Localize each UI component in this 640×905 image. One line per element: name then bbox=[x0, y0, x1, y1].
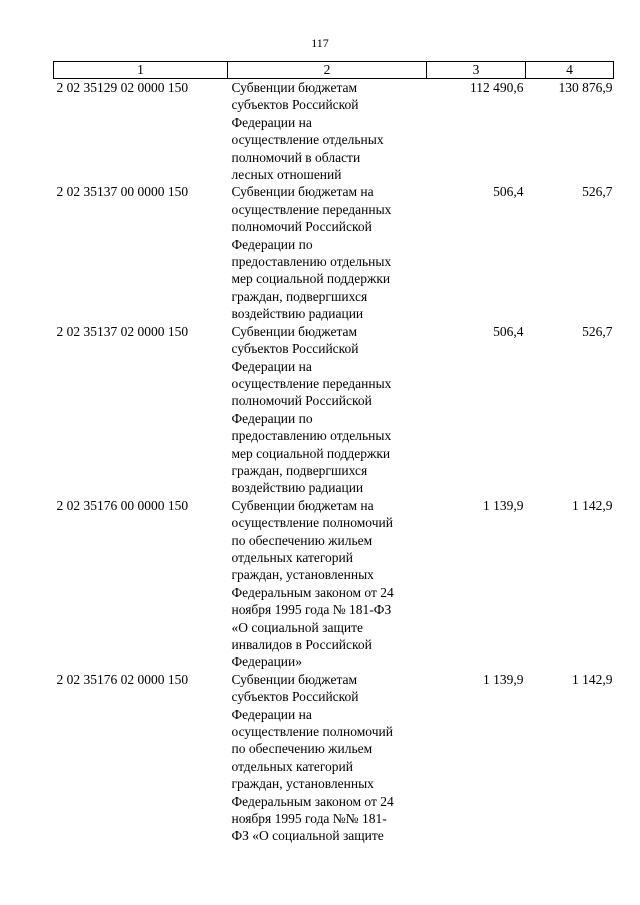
table-body bbox=[54, 79, 614, 845]
revenue-name-line: Федерации» bbox=[231, 654, 303, 670]
budget-code: 2 02 35137 02 0000 150 bbox=[56, 323, 189, 339]
revenue-name-line: Субвенции бюджетам bbox=[231, 323, 358, 339]
revenue-name-line: по обеспечению жильем bbox=[231, 741, 373, 757]
column-header-3: 3 bbox=[427, 62, 526, 79]
amount-col4: 526,7 bbox=[582, 184, 613, 200]
column-header-1: 1 bbox=[54, 62, 228, 79]
budget-code: 2 02 35129 02 0000 150 bbox=[56, 80, 189, 95]
revenue-name-line: осуществление полномочий bbox=[231, 515, 393, 531]
table-header bbox=[54, 62, 614, 79]
revenue-name-line: граждан, установленных bbox=[231, 776, 374, 792]
revenue-name-line: Федерации по bbox=[231, 236, 313, 252]
column-header-2: 2 bbox=[228, 62, 427, 79]
page-number: 117 bbox=[311, 36, 329, 50]
revenue-name-line: Субвенции бюджетам на bbox=[231, 184, 374, 200]
revenue-name-line: предоставлению отдельных bbox=[231, 254, 392, 270]
revenue-name-line: мер социальной поддержки bbox=[231, 271, 391, 287]
revenue-name-line: лесных отношений bbox=[231, 167, 342, 183]
amount-col3: 506,4 bbox=[493, 323, 524, 339]
budget-code: 2 02 35176 00 0000 150 bbox=[56, 497, 189, 513]
amount-col4: 526,7 bbox=[582, 323, 613, 339]
amount-col3: 1 139,9 bbox=[483, 497, 524, 513]
revenue-name-line: субъектов Российской bbox=[231, 97, 359, 113]
revenue-name bbox=[228, 323, 427, 497]
amount-col3: 506,4 bbox=[493, 184, 524, 200]
table-row bbox=[54, 79, 614, 184]
revenue-name bbox=[228, 497, 427, 671]
revenue-name-line: ноября 1995 года № 181-ФЗ bbox=[231, 602, 392, 618]
revenue-name-line: полномочий Российской bbox=[231, 219, 372, 235]
revenue-name-line: субъектов Российской bbox=[231, 689, 359, 705]
revenue-name-line: «О социальной защите bbox=[231, 619, 363, 635]
revenue-name-line: осуществление полномочий bbox=[231, 724, 393, 740]
table-row bbox=[54, 671, 614, 845]
revenue-name bbox=[228, 671, 427, 845]
table-row bbox=[54, 497, 614, 671]
revenue-name-line: Федеральным законом от 24 bbox=[231, 584, 394, 600]
revenue-name-line: Субвенции бюджетам на bbox=[231, 497, 374, 513]
revenue-name-line: субъектов Российской bbox=[231, 341, 359, 357]
revenue-name-line: Федерации по bbox=[231, 410, 313, 426]
budget-table bbox=[53, 61, 614, 845]
revenue-name-line: полномочий в области bbox=[231, 149, 361, 165]
table-row bbox=[54, 183, 614, 322]
amount-col4: 130 876,9 bbox=[558, 80, 613, 95]
revenue-name-line: отдельных категорий bbox=[231, 549, 354, 565]
revenue-name-line: отдельных категорий bbox=[231, 758, 354, 774]
amount-col4: 1 142,9 bbox=[572, 497, 613, 513]
revenue-name bbox=[228, 79, 427, 184]
revenue-name-line: ФЗ «О социальной защите bbox=[231, 828, 384, 844]
budget-code: 2 02 35176 02 0000 150 bbox=[56, 671, 189, 687]
revenue-name-line: осуществление переданных bbox=[231, 201, 392, 217]
budget-code: 2 02 35137 00 0000 150 bbox=[56, 184, 189, 200]
column-header-4: 4 bbox=[526, 62, 614, 79]
revenue-name-line: Федерации на bbox=[231, 706, 312, 722]
header-row bbox=[54, 62, 614, 79]
revenue-name bbox=[228, 183, 427, 322]
revenue-name-line: мер социальной поддержки bbox=[231, 445, 391, 461]
revenue-name-line: Субвенции бюджетам bbox=[231, 671, 358, 687]
amount-col3: 112 490,6 bbox=[470, 80, 524, 95]
revenue-name-line: Субвенции бюджетам bbox=[231, 80, 358, 95]
revenue-name-line: осуществление отдельных bbox=[231, 132, 384, 148]
revenue-name-line: по обеспечению жильем bbox=[231, 532, 373, 548]
revenue-name-line: ноября 1995 года №№ 181- bbox=[231, 811, 387, 827]
revenue-name-line: граждан, подвергшихся bbox=[231, 288, 368, 304]
revenue-name-line: предоставлению отдельных bbox=[231, 428, 392, 444]
revenue-name-line: воздействию радиации bbox=[231, 306, 364, 322]
revenue-name-line: Федерации на bbox=[231, 358, 312, 374]
revenue-name-line: Федерации на bbox=[231, 114, 312, 130]
revenue-name-line: граждан, подвергшихся bbox=[231, 462, 368, 478]
revenue-name-line: граждан, установленных bbox=[231, 567, 374, 583]
revenue-name-line: полномочий Российской bbox=[231, 393, 372, 409]
amount-col4: 1 142,9 bbox=[572, 671, 613, 687]
revenue-name-line: воздействию радиации bbox=[231, 480, 364, 496]
table-row bbox=[54, 323, 614, 497]
revenue-name-line: Федеральным законом от 24 bbox=[231, 793, 394, 809]
revenue-name-line: инвалидов в Российской bbox=[231, 637, 372, 652]
revenue-name-line: осуществление переданных bbox=[231, 375, 392, 391]
amount-col3: 1 139,9 bbox=[483, 671, 524, 687]
